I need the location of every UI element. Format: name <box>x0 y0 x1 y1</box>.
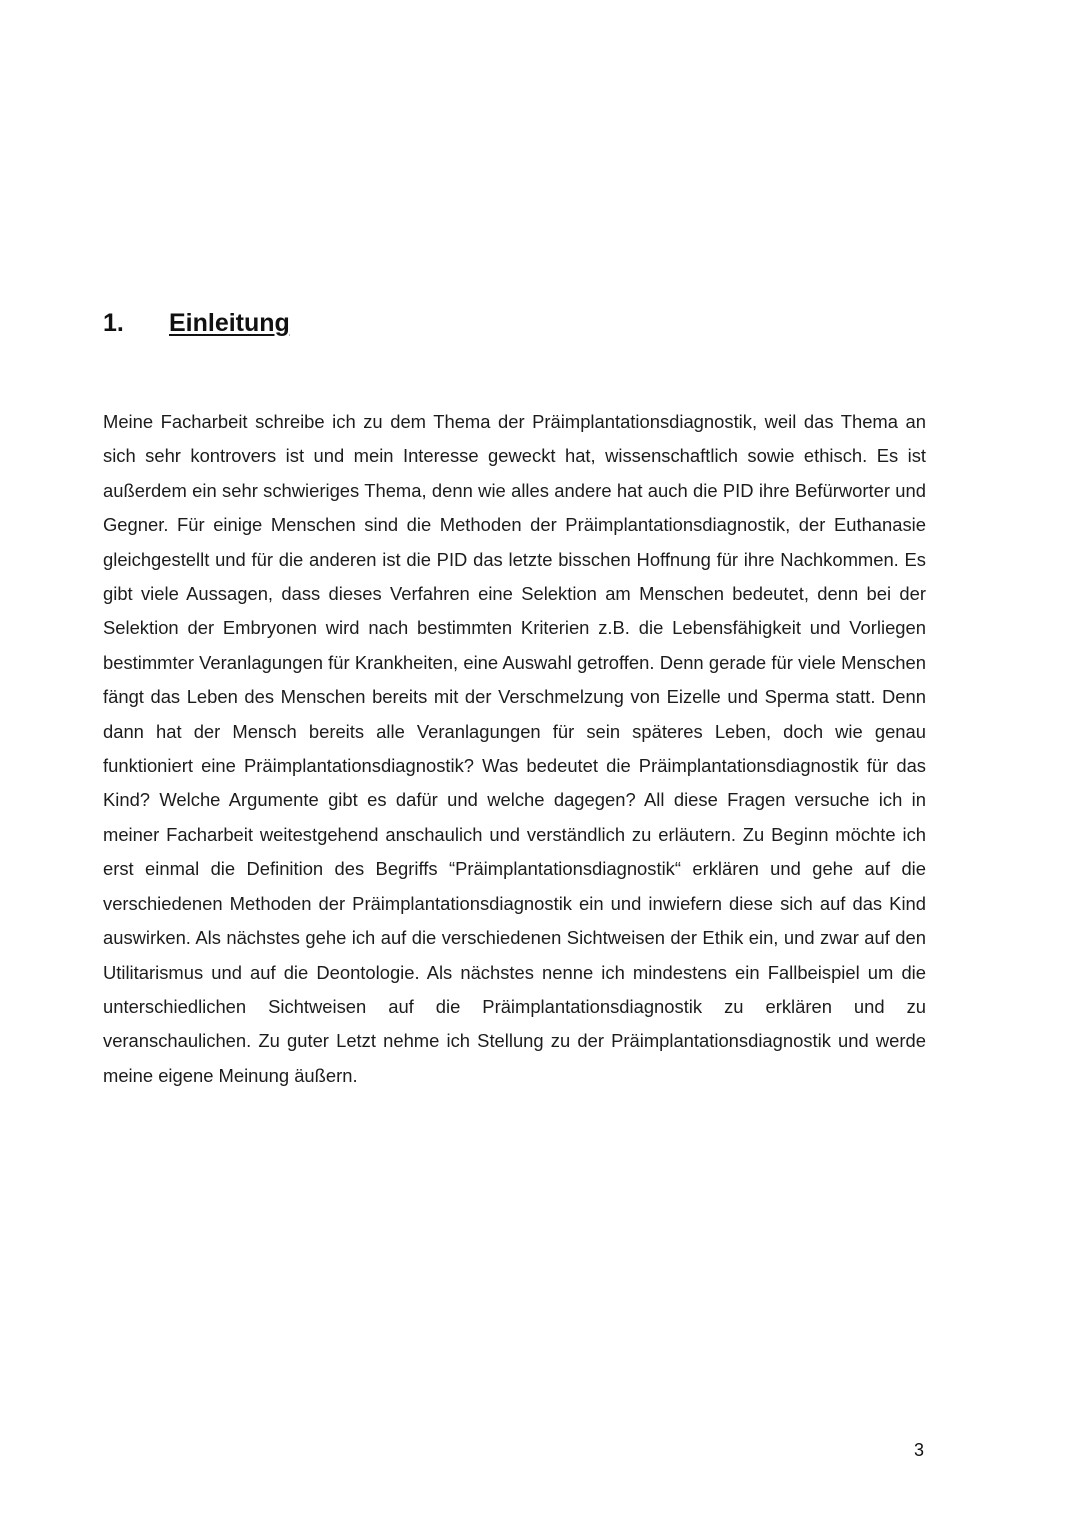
page-number: 3 <box>914 1440 925 1460</box>
body-paragraph: Meine Facharbeit schreibe ich zu dem Thema der Präimplantationsdiagnostik, weil das Thema an sich sehr kontrovers ist und mein Interesse geweckt hat, wissenschaftlich sowie ethisch. Es ist außerdem ein sehr schwieriges Thema, denn wie alles andere hat auch die PID ihre Befürworter und Gegner. Für einige Menschen sind die Methoden der Präimplantationsdiagnostik, der Euthanasie gleichgestellt und für die anderen ist die PID das letzte bisschen Hoffnung für ihre Nachkommen. Es gibt viele Aussagen, dass dieses Verfahren eine Selektion am Menschen bedeutet, denn bei der Selektion der Embryonen wird nach bestimmten Kriterien z.B. die Lebensfähigkeit und Vorliegen bestimmter Veranlagungen für Krankheiten, eine Auswahl getroffen. Denn gerade für viele Menschen fängt das Leben des Menschen bereits mit der Verschmelzung von Eizelle und Sperma statt. Denn dann hat der Mensch bereits alle Veranlagungen für sein späteres Leben, doch wie genau funktioniert eine Präimplantationsdiagnostik? Was bedeutet die Präimplantationsdiagnostik für das Kind? Welche Argumente gibt es dafür und welche dagegen? All diese Fragen versuche ich in meiner Facharbeit weitestgehend anschaulich und verständlich zu erläutern. Zu Beginn möchte ich erst einmal die Definition des Begriffs “Präimplantationsdiagnostik“ erklären und gehe auf die verschiedenen Methoden der Präimplantationsdiagnostik ein und inwiefern diese sich auf das Kind auswirken. Als nächstes gehe ich auf die verschiedenen Sichtweisen der Ethik ein, und zwar auf den Utilitarismus und auf die Deontologie. Als nächstes nenne ich mindestens ein Fallbeispiel um die unterschiedlichen Sichtweisen auf die Präimplantationsdiagnostik zu erklären und zu veranschaulichen. Zu guter Letzt nehme ich Stellung zu der Präimplantationsdiagnostik und werde meine eigene Meinung äußern. <box>103 411 926 1086</box>
section-title: Einleitung <box>169 309 290 337</box>
section-number: 1. <box>103 309 124 337</box>
section-heading <box>103 309 290 338</box>
